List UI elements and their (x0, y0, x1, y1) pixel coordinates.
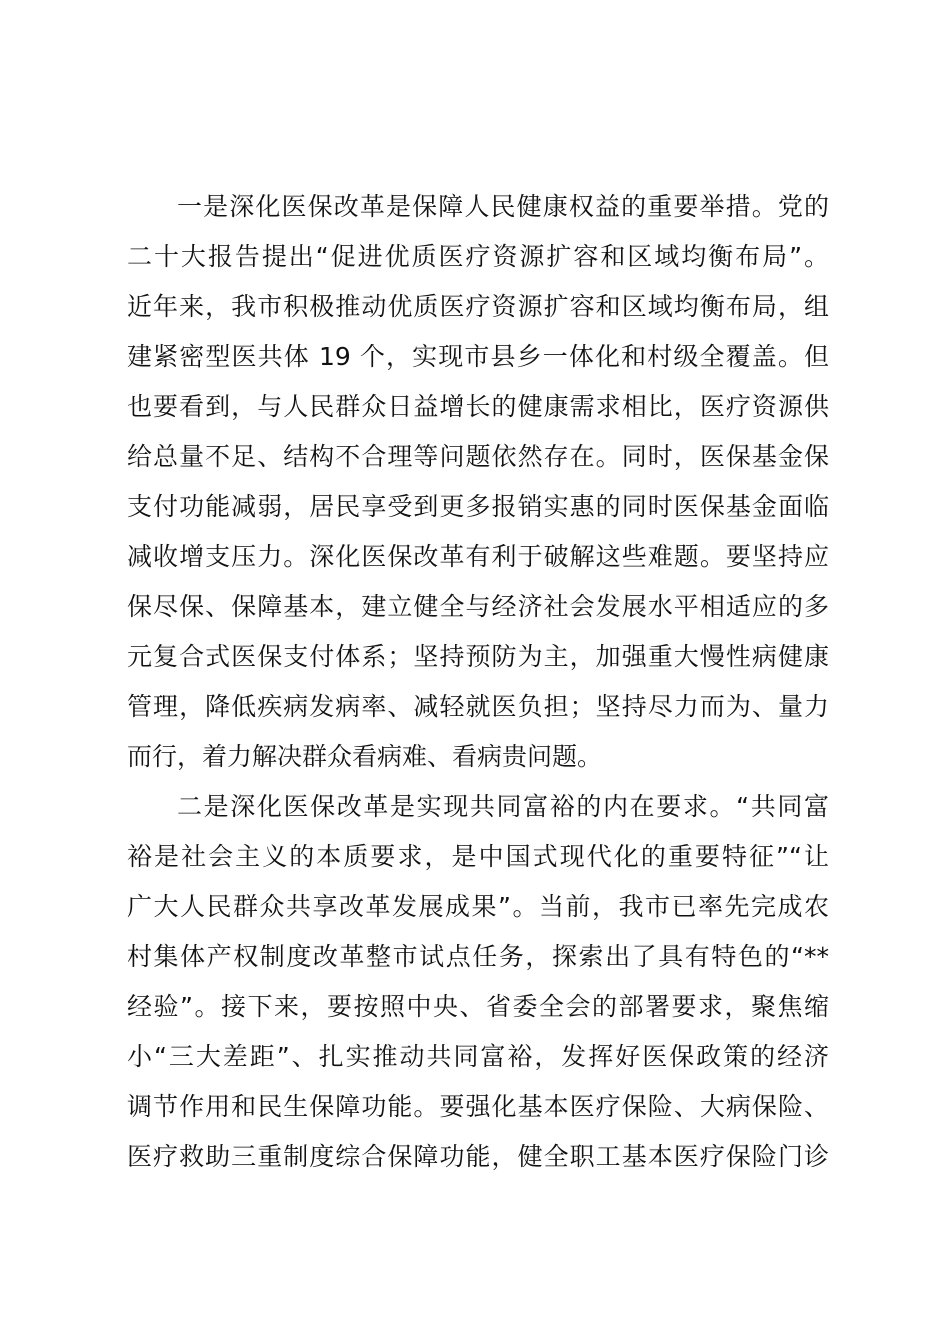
paragraph-line: 而行，着力解决群众看病难、看病贵问题。 (127, 742, 603, 771)
paragraph-line: 一是深化医保改革是保障人民健康权益的重要举措。党的 (177, 192, 829, 221)
paragraph-1 (127, 182, 829, 782)
paragraph-line: 经验”。接下来，要按照中央、省委全会的部署要求，聚焦缩 (127, 992, 829, 1021)
paragraph-line: 建紧密型医共体 19 个，实现市县乡一体化和村级全覆盖。但 (127, 342, 829, 371)
paragraph-line: 村集体产权制度改革整市试点任务，探索出了具有特色的“** (127, 942, 829, 971)
paragraph-line: 近年来，我市积极推动优质医疗资源扩容和区域均衡布局，组 (127, 292, 829, 321)
paragraph-line: 保尽保、保障基本，建立健全与经济社会发展水平相适应的多 (127, 592, 829, 621)
document-body (127, 182, 829, 1182)
paragraph-line: 管理，降低疾病发病率、减轻就医负担；坚持尽力而为、量力 (127, 692, 829, 721)
paragraph-line: 小“三大差距”、扎实推动共同富裕，发挥好医保政策的经济 (127, 1042, 829, 1071)
paragraph-line: 也要看到，与人民群众日益增长的健康需求相比，医疗资源供 (127, 392, 829, 421)
paragraph-line: 二是深化医保改革是实现共同富裕的内在要求。“共同富 (177, 792, 829, 821)
paragraph-line: 二十大报告提出“促进优质医疗资源扩容和区域均衡布局”。 (127, 242, 829, 271)
paragraph-line: 减收增支压力。深化医保改革有利于破解这些难题。要坚持应 (127, 542, 829, 571)
paragraph-line: 给总量不足、结构不合理等问题依然存在。同时，医保基金保 (127, 442, 829, 471)
paragraph-line: 元复合式医保支付体系；坚持预防为主，加强重大慢性病健康 (127, 642, 829, 671)
paragraph-2 (127, 782, 829, 1182)
paragraph-line: 裕是社会主义的本质要求，是中国式现代化的重要特征”“让 (127, 842, 829, 871)
paragraph-line: 支付功能减弱，居民享受到更多报销实惠的同时医保基金面临 (127, 492, 829, 521)
paragraph-line: 广大人民群众共享改革发展成果”。当前，我市已率先完成农 (127, 892, 829, 921)
paragraph-line: 调节作用和民生保障功能。要强化基本医疗保险、大病保险、 (127, 1092, 829, 1121)
paragraph-line: 医疗救助三重制度综合保障功能，健全职工基本医疗保险门诊 (127, 1142, 829, 1171)
